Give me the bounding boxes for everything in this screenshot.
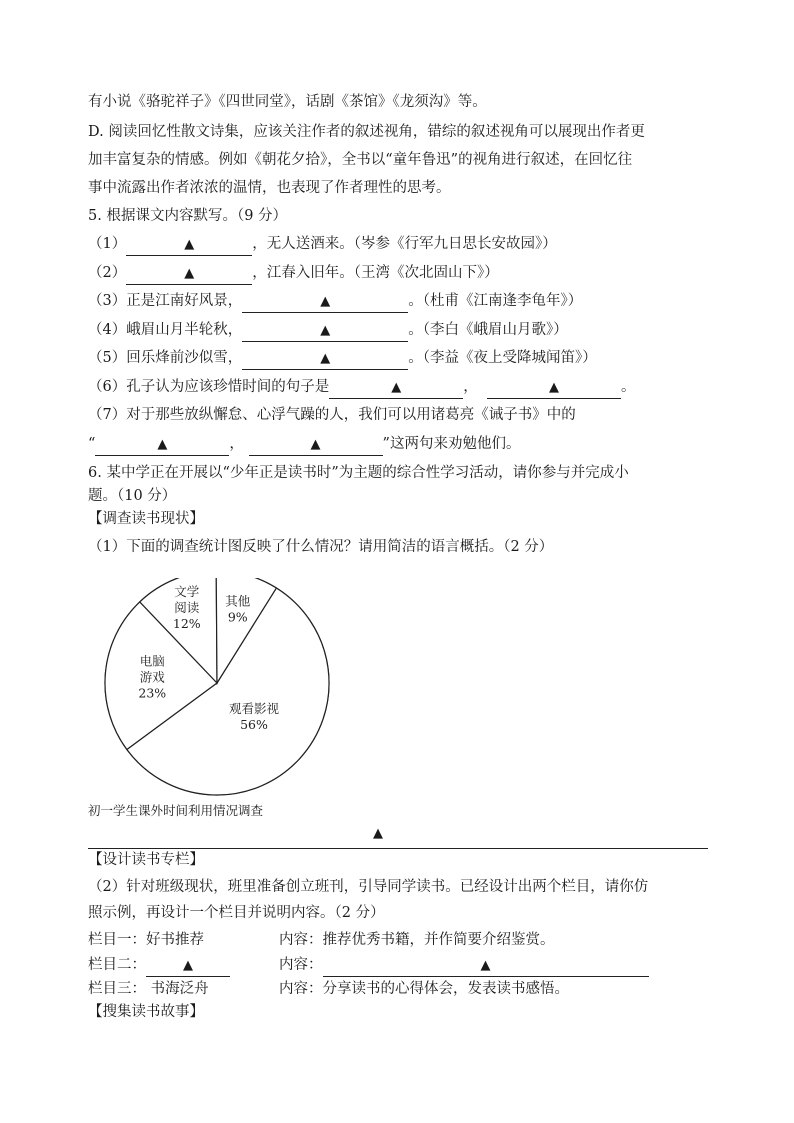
answer-blank[interactable] xyxy=(323,955,649,977)
item-text: 。（李益《夜上受降城闻笛》） xyxy=(408,350,597,366)
slice-label-line: 文学 xyxy=(174,584,200,600)
dictation-item-5 xyxy=(88,348,597,370)
slice-label-line: 观看影视 xyxy=(228,701,279,717)
dictation-item-6 xyxy=(88,377,635,399)
item-text: 。（李白《峨眉山月歌》） xyxy=(408,322,568,338)
triangle-icon: ▲ xyxy=(157,437,168,452)
dictation-item-4 xyxy=(88,320,568,342)
item-text: 。 xyxy=(620,379,636,395)
slice-label-line: 9% xyxy=(227,609,248,625)
dictation-item-7-continued xyxy=(88,434,520,456)
section-heading: 【搜集读书故事】 xyxy=(88,1004,204,1020)
option-d-line: D. 阅读回忆性散文诗集，应该关注作者的叙述视角，错综的叙述视角可以展现出作者更 xyxy=(88,124,645,140)
triangle-icon: ▲ xyxy=(373,826,383,841)
item-number: （6） xyxy=(88,379,127,395)
answer-blank[interactable] xyxy=(242,320,408,342)
triangle-icon: ▲ xyxy=(320,323,331,338)
section-heading: 【调查读书现状】 xyxy=(88,511,204,527)
dictation-item-2 xyxy=(88,263,499,285)
question-6-title: 6. 某中学正在开展以“少年正是读书时”为主题的综合性学习活动，请你参与并完成小 xyxy=(88,465,629,481)
answer-blank[interactable] xyxy=(146,955,230,977)
item-number: （5） xyxy=(88,350,127,366)
dictation-item-3 xyxy=(88,291,582,313)
triangle-icon: ▲ xyxy=(548,380,559,395)
item-text: 孔子认为应该珍惜时间的句子是 xyxy=(126,379,330,395)
dictation-item-1 xyxy=(88,234,557,256)
item-text: 正是江南好风景， xyxy=(126,293,243,309)
column-3-content: 内容：分享读书的心得体会，发表读书感悟。 xyxy=(279,981,569,997)
slice-label xyxy=(173,584,201,631)
item-number: （3） xyxy=(88,293,127,309)
answer-blank[interactable] xyxy=(95,434,229,456)
item-text: 对于那些放纵懈怠、心浮气躁的人，我们可以用诸葛亮《诫子书》中的 xyxy=(126,407,576,423)
question-5-title: 5. 根据课文内容默写。（9 分） xyxy=(88,208,288,224)
sub-question-2: （2）针对班级现状，班里准备创立班刊，引导同学读书。已经设计出两个栏目，请你仿 xyxy=(88,879,649,895)
item-text: 回乐烽前沙似雪， xyxy=(126,350,243,366)
answer-line[interactable] xyxy=(88,848,708,849)
slice-label-line: 其他 xyxy=(225,593,251,609)
item-text: 峨眉山月半轮秋， xyxy=(126,322,243,338)
triangle-icon: ▲ xyxy=(320,294,331,309)
dictation-item-7 xyxy=(88,405,576,425)
answer-blank[interactable] xyxy=(242,348,408,370)
item-number: （1） xyxy=(88,236,127,252)
answer-blank[interactable] xyxy=(126,234,252,256)
item-number: （4） xyxy=(88,322,127,338)
triangle-icon: ▲ xyxy=(320,351,331,366)
item-text: “ xyxy=(88,436,96,452)
column-2-content: 内容： xyxy=(279,957,323,973)
column-1-label: 栏目一：好书推荐 xyxy=(88,932,204,948)
answer-blank[interactable] xyxy=(487,377,621,399)
slice-label-line: 游戏 xyxy=(139,669,165,685)
slice-label-line: 12% xyxy=(172,616,201,632)
item-text: 。（杜甫《江南逢李龟年》） xyxy=(408,293,583,309)
answer-blank[interactable] xyxy=(126,263,252,285)
item-text: ， xyxy=(229,436,244,452)
slice-label xyxy=(225,594,251,625)
text-line: 加丰富复杂的情感。例如《朝花夕拾》，全书以“童年鲁迅”的视角进行叙述，在回忆往 xyxy=(88,152,633,168)
triangle-icon: ▲ xyxy=(183,958,193,973)
triangle-icon: ▲ xyxy=(391,380,402,395)
column-3-label: 栏目三： 书海泛舟 xyxy=(88,981,209,997)
section-heading: 【设计读书专栏】 xyxy=(88,852,204,868)
item-text: ，无人送酒来。（岑参《行军九日思长安故园》） xyxy=(252,236,557,252)
sub-question-1: （1）下面的调查统计图反映了什么情况？请用简洁的语言概括。（2 分） xyxy=(88,539,554,555)
slice-label-line: 23% xyxy=(138,685,167,701)
slice-label-line: 电脑 xyxy=(139,653,165,669)
answer-blank[interactable] xyxy=(249,434,383,456)
triangle-icon: ▲ xyxy=(310,437,321,452)
triangle-icon: ▲ xyxy=(184,237,195,252)
sub-question-2-cont: 照示例，再设计一个栏目并说明内容。（2 分） xyxy=(88,905,385,921)
column-2-row xyxy=(88,955,230,977)
chart-caption: 初一学生课外时间利用情况调查 xyxy=(88,803,264,818)
triangle-icon: ▲ xyxy=(480,958,491,973)
answer-blank[interactable] xyxy=(242,291,408,313)
slice-label-line: 56% xyxy=(240,717,268,733)
item-text: ，江春入旧年。（王湾《次北固山下》） xyxy=(252,265,499,281)
triangle-icon: ▲ xyxy=(184,266,195,281)
column-2-content-row xyxy=(279,955,649,977)
text-line: 有小说《骆驼祥子》《四世同堂》，话剧《茶馆》《龙须沟》等。 xyxy=(88,94,487,110)
column-1-content: 内容：推荐优秀书籍，并作简要介绍鉴赏。 xyxy=(279,932,555,948)
pie-chart xyxy=(80,578,340,796)
answer-blank[interactable] xyxy=(329,377,463,399)
column-2-label: 栏目二： xyxy=(88,957,146,973)
item-number: （7） xyxy=(88,407,127,423)
slice-label xyxy=(138,653,166,700)
slice-label-line: 阅读 xyxy=(174,600,200,616)
question-6-title-cont: 题。（10 分） xyxy=(88,488,177,504)
text-line: 事中流露出作者浓浓的温情，也表现了作者理性的思考。 xyxy=(88,180,451,196)
item-text: ， xyxy=(463,379,478,395)
item-number: （2） xyxy=(88,265,127,281)
item-text: ”这两句来劝勉他们。 xyxy=(382,436,521,452)
